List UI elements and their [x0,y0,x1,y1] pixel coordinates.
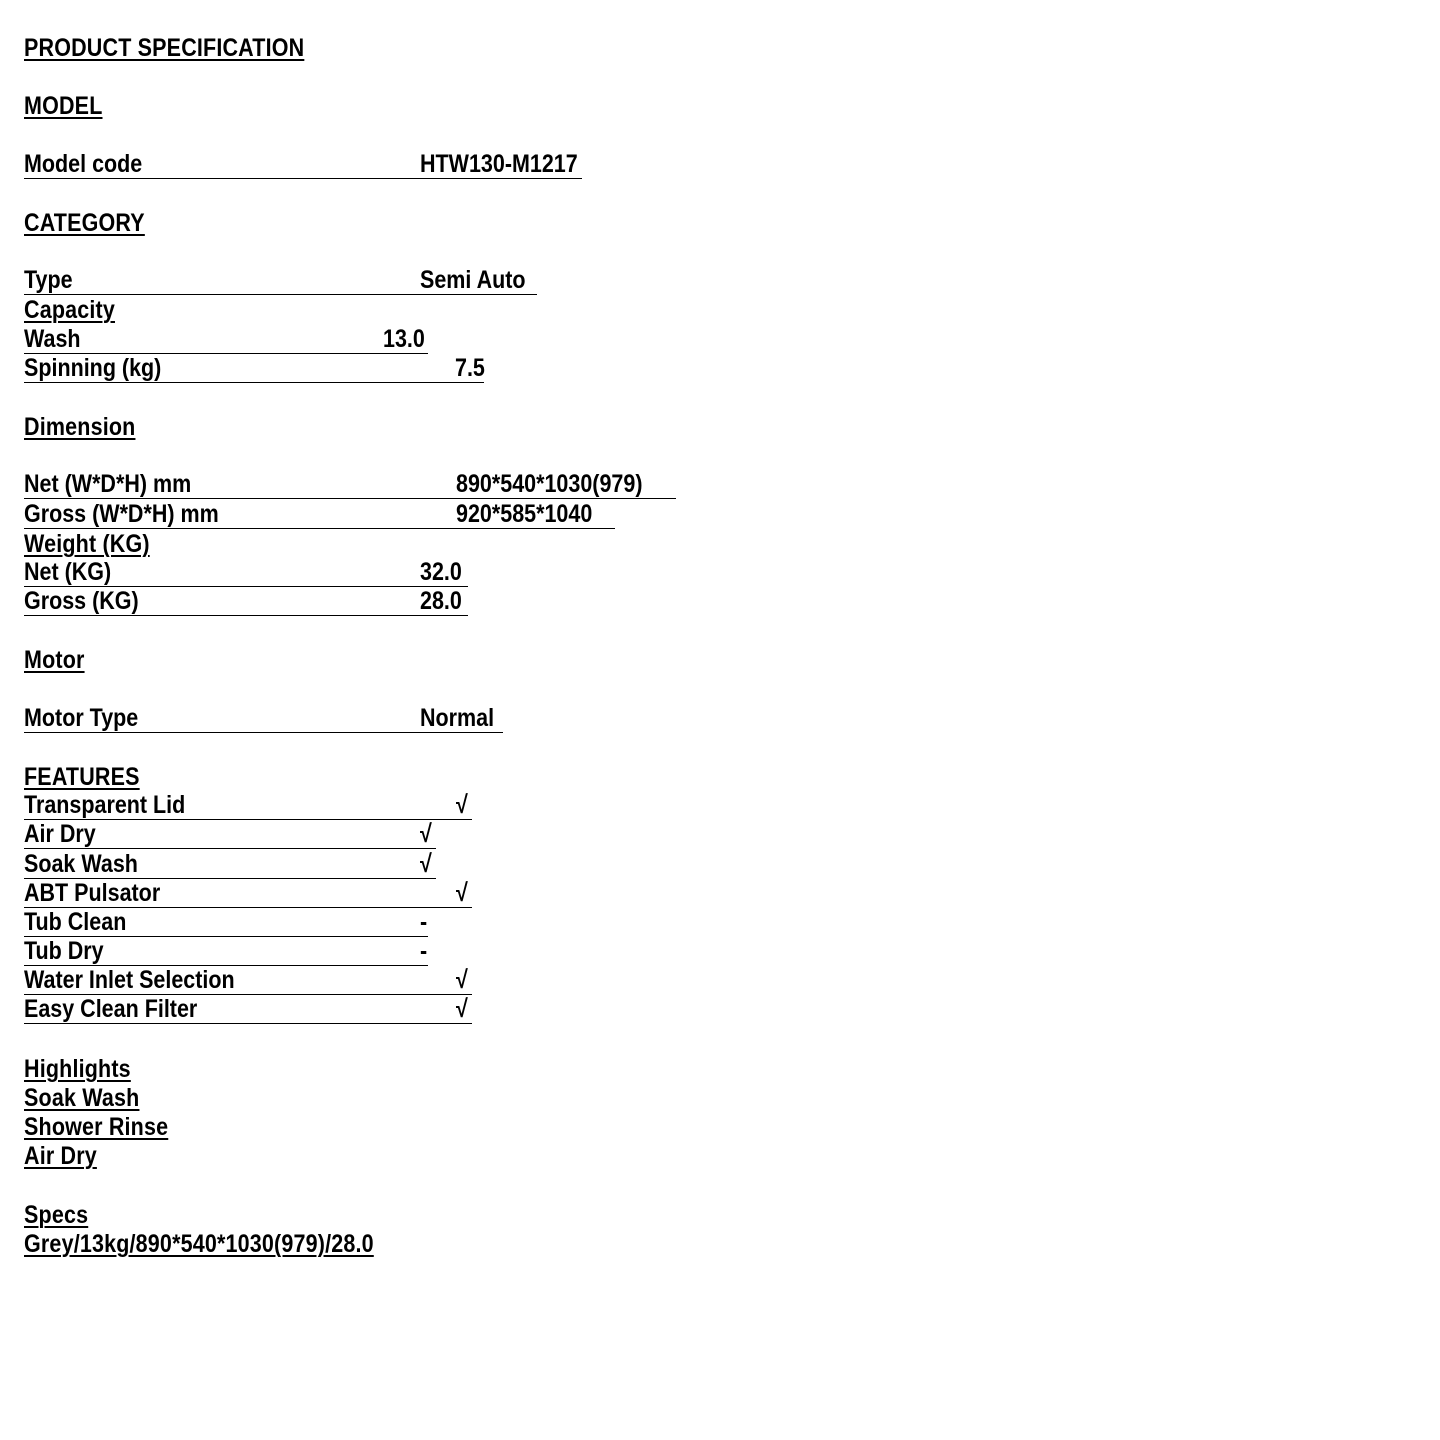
net-weight-row [24,558,468,587]
motor-type-value: Normal [420,704,495,732]
highlights-heading: Highlights [24,1055,131,1083]
model-code-row [24,150,582,179]
feature-value: - [420,908,428,936]
feature-label: Easy Clean Filter [24,995,198,1023]
net-dimension-value: 890*540*1030(979) [456,470,643,498]
gross-dimension-row [24,500,615,529]
highlight-item: Soak Wash [24,1084,140,1112]
feature-value: √ [456,995,468,1023]
dimension-heading: Dimension [24,413,136,441]
features-heading: FEATURES [24,763,140,791]
specs-value: Grey/13kg/890*540*1030(979)/28.0 [24,1230,374,1258]
net-dimension-row [24,470,676,499]
feature-row [24,937,428,966]
motor-type-label: Motor Type [24,704,139,732]
feature-label: Tub Clean [24,908,127,936]
gross-weight-value: 28.0 [420,587,462,615]
feature-value: √ [456,879,468,907]
feature-value: √ [456,966,468,994]
type-row [24,266,537,295]
gross-dimension-label: Gross (W*D*H) mm [24,500,219,528]
feature-value: √ [420,820,432,848]
feature-row [24,879,472,908]
motor-heading: Motor [24,646,85,674]
feature-row [24,995,472,1024]
feature-value: √ [456,791,468,819]
feature-label: Air Dry [24,820,96,848]
feature-value: - [420,937,428,965]
model-heading: MODEL [24,92,103,120]
wash-row [24,325,428,354]
feature-label: Soak Wash [24,850,138,878]
feature-label: Tub Dry [24,937,104,965]
model-code-label: Model code [24,150,143,178]
category-heading: CATEGORY [24,209,145,237]
feature-label: Transparent Lid [24,791,186,819]
highlight-item: Air Dry [24,1142,97,1170]
feature-row [24,791,472,820]
spinning-value: 7.5 [455,354,485,382]
model-code-value: HTW130-M1217 [420,150,578,178]
gross-weight-row [24,587,468,616]
net-weight-value: 32.0 [420,558,462,586]
feature-value: √ [420,850,432,878]
feature-label: Water Inlet Selection [24,966,235,994]
type-value: Semi Auto [420,266,526,294]
wash-value: 13.0 [383,325,425,353]
capacity-heading: Capacity [24,296,115,324]
wash-label: Wash [24,325,81,353]
feature-row [24,850,436,879]
motor-type-row [24,704,503,733]
feature-row [24,966,472,995]
gross-dimension-value: 920*585*1040 [456,500,593,528]
page-title: PRODUCT SPECIFICATION [24,34,305,62]
highlight-item: Shower Rinse [24,1113,169,1141]
feature-row [24,820,436,849]
feature-label: ABT Pulsator [24,879,161,907]
weight-heading: Weight (KG) [24,530,150,558]
feature-row [24,908,428,937]
spinning-row [24,354,484,383]
net-weight-label: Net (KG) [24,558,112,586]
specs-heading: Specs [24,1201,89,1229]
type-label: Type [24,266,73,294]
net-dimension-label: Net (W*D*H) mm [24,470,192,498]
spinning-label: Spinning (kg) [24,354,162,382]
gross-weight-label: Gross (KG) [24,587,139,615]
